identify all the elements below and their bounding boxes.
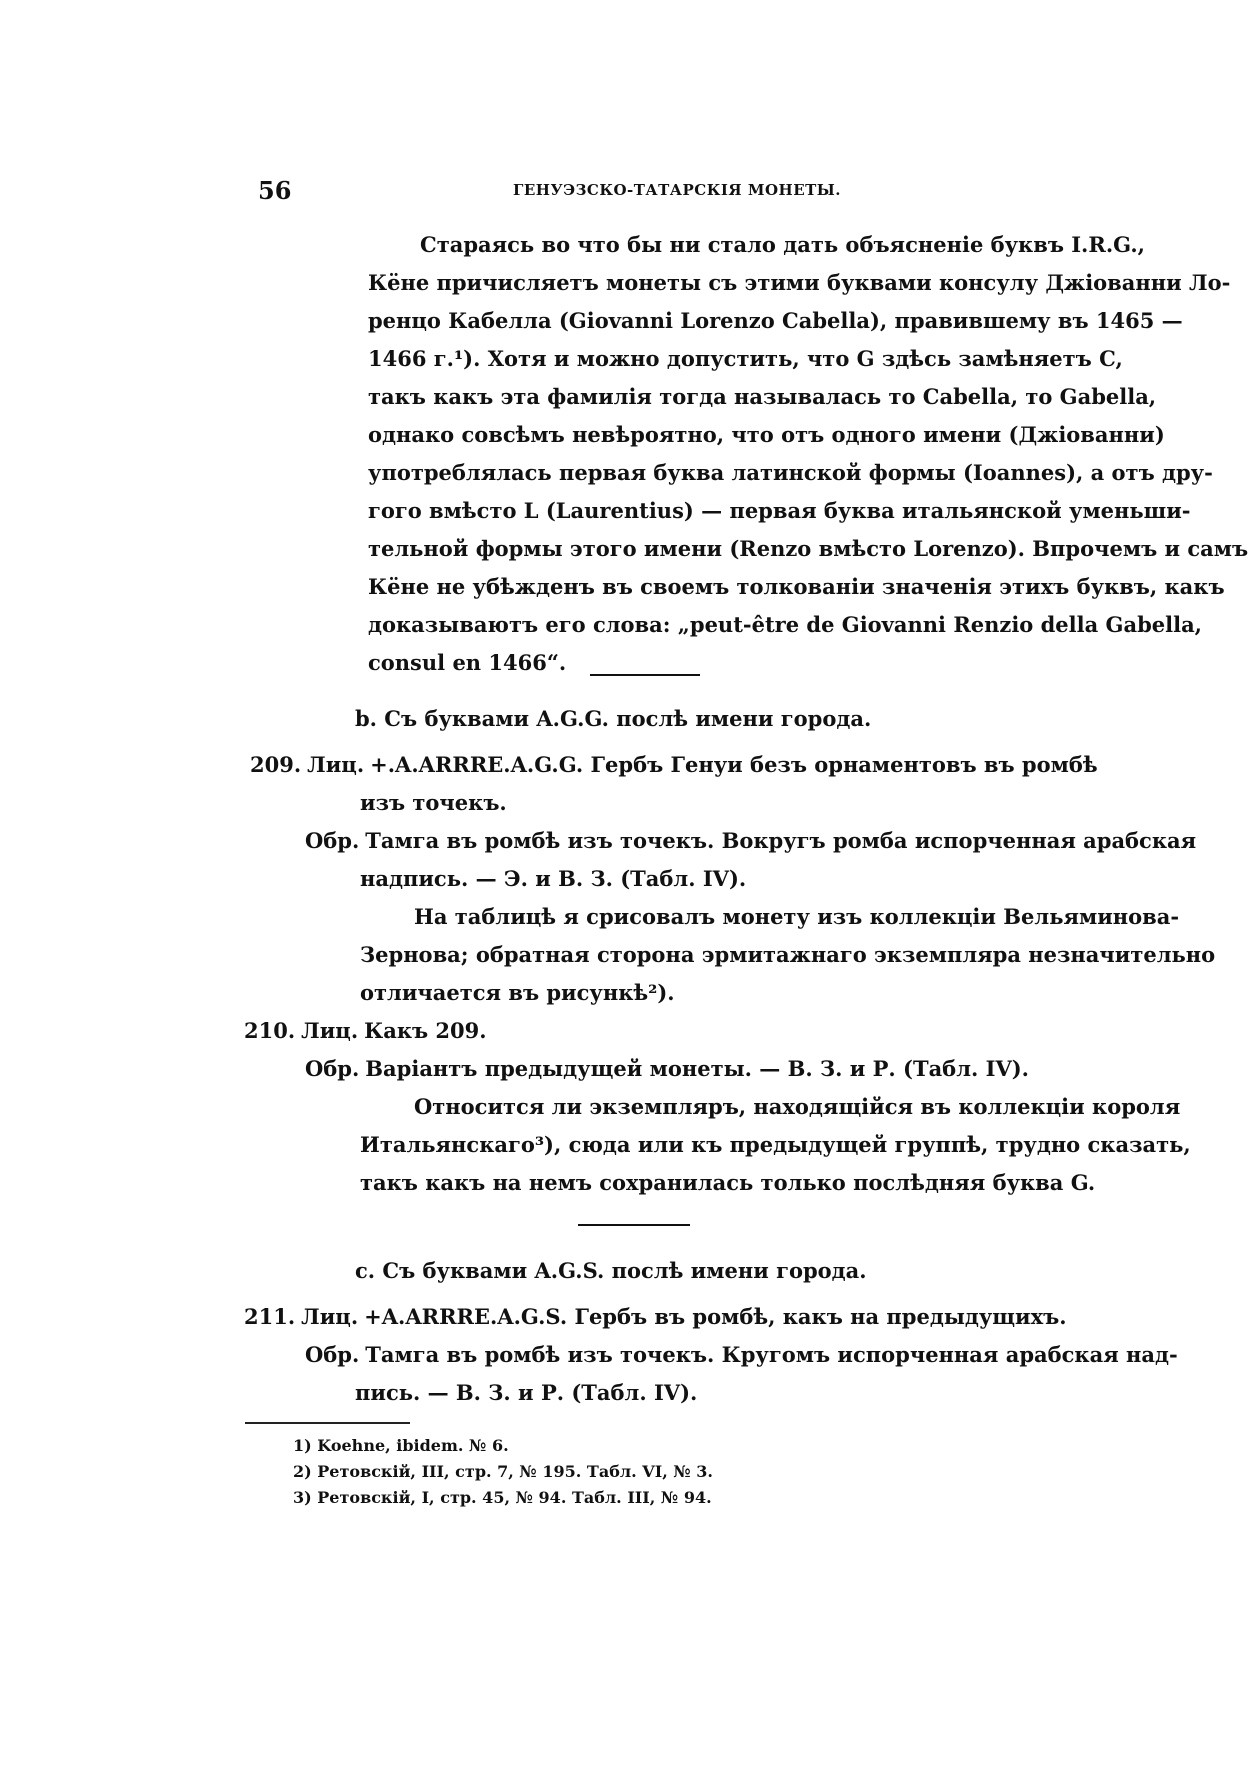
paragraph-line: Кёне причисляетъ монеты съ этими буквами консулу Джіованни Ло-: [368, 270, 1231, 295]
paragraph-line: доказываютъ его слова: „peut-être de Giovanni Renzio della Gabella,: [368, 612, 1202, 637]
reverse-description: Варіантъ предыдущей монеты. — В. З. и Р. (Табл. IV).: [365, 1056, 1029, 1081]
paragraph-line: гого вмѣсто L (Laurentius) — первая буква итальянской уменьши-: [368, 498, 1191, 523]
entry-210-reverse: [305, 1056, 1029, 1082]
reverse-label: Обр.: [305, 1056, 360, 1081]
footnote: 1) Koehne, ibidem. № 6.: [293, 1436, 509, 1455]
obverse-description: +.A.ARRRE.A.G.G. Гербъ Генуи безъ орнаментовъ въ ромбѣ: [370, 752, 1098, 777]
footnote: 2) Ретовскій, III, стр. 7, № 195. Табл. VI, № 3.: [293, 1462, 713, 1481]
obverse-label: Лиц.: [307, 752, 365, 777]
entry-209-obverse: [250, 752, 1098, 778]
paragraph-line: однако совсѣмъ невѣроятно, что отъ одного имени (Джіованни): [368, 422, 1165, 447]
paragraph-line: употреблялась первая буква латинской формы (Ioannes), а отъ дру-: [368, 460, 1213, 485]
reverse-description-cont: надпись. — Э. и В. З. (Табл. IV).: [360, 866, 747, 891]
paragraph-line: Стараясь во что бы ни стало дать объясненіе буквъ I.R.G.,: [420, 232, 1145, 257]
note-line: Относится ли экземпляръ, находящійся въ коллекціи короля: [414, 1094, 1181, 1119]
section-heading-c: c. Съ буквами A.G.S. послѣ имени города.: [355, 1258, 867, 1283]
footnote-rule: [245, 1422, 410, 1424]
entry-number: 210.: [244, 1018, 296, 1043]
entry-211-reverse: [305, 1342, 1178, 1368]
entry-211-obverse: [244, 1304, 1067, 1330]
obverse-label: Лиц.: [301, 1304, 359, 1329]
paragraph-line: тельной формы этого имени (Renzo вмѣсто Lorenzo). Впрочемъ и самъ: [368, 536, 1248, 561]
reverse-description: Тамга въ ромбѣ изъ точекъ. Вокругъ ромба испорченная арабская: [365, 828, 1197, 853]
paragraph-line: такъ какъ эта фамилія тогда называлась то Cabella, то Gabella,: [368, 384, 1157, 409]
paragraph-line: consul en 1466“.: [368, 650, 567, 675]
reverse-description: Тамга въ ромбѣ изъ точекъ. Кругомъ испорченная арабская над-: [365, 1342, 1178, 1367]
entry-number: 211.: [244, 1304, 296, 1329]
obverse-label: Лиц.: [301, 1018, 359, 1043]
entry-209-reverse: [305, 828, 1197, 854]
paragraph-line: Кёне не убѣжденъ въ своемъ толкованіи значенія этихъ буквъ, какъ: [368, 574, 1225, 599]
running-title: ГЕНУЭЗСКО-ТАТАРСКІЯ МОНЕТЫ.: [513, 181, 842, 199]
entry-number: 209.: [250, 752, 302, 777]
paragraph-line: ренцо Кабелла (Giovanni Lorenzo Cabella), правившему въ 1465 —: [368, 308, 1183, 333]
footnote: 3) Ретовскій, I, стр. 45, № 94. Табл. III, № 94.: [293, 1488, 712, 1507]
reverse-label: Обр.: [305, 828, 360, 853]
reverse-label: Обр.: [305, 1342, 360, 1367]
note-line: На таблицѣ я срисовалъ монету изъ коллекціи Вельяминова-: [414, 904, 1180, 929]
obverse-description: Какъ 209.: [364, 1018, 487, 1043]
obverse-description: +A.ARRRE.A.G.S. Гербъ въ ромбѣ, какъ на предыдущихъ.: [364, 1304, 1067, 1329]
note-line: Зернова; обратная сторона эрмитажнаго экземпляра незначительно: [360, 942, 1216, 967]
section-heading-b: b. Съ буквами A.G.G. послѣ имени города.: [355, 706, 872, 731]
entry-210-obverse: [244, 1018, 487, 1044]
note-line: Итальянскаго³), сюда или къ предыдущей группѣ, трудно сказать,: [360, 1132, 1191, 1157]
paragraph-line: 1466 г.¹). Хотя и можно допустить, что G здѣсь замѣняетъ C,: [368, 346, 1123, 371]
paragraph-end-rule: [590, 674, 700, 676]
note-line: такъ какъ на немъ сохранилась только послѣдняя буква G.: [360, 1170, 1096, 1195]
reverse-description-cont: пись. — В. З. и Р. (Табл. IV).: [355, 1380, 698, 1405]
page-number: 56: [258, 176, 292, 205]
section-divider: [578, 1224, 690, 1226]
obverse-description-cont: изъ точекъ.: [360, 790, 507, 815]
note-line: отличается въ рисункѣ²).: [360, 980, 675, 1005]
